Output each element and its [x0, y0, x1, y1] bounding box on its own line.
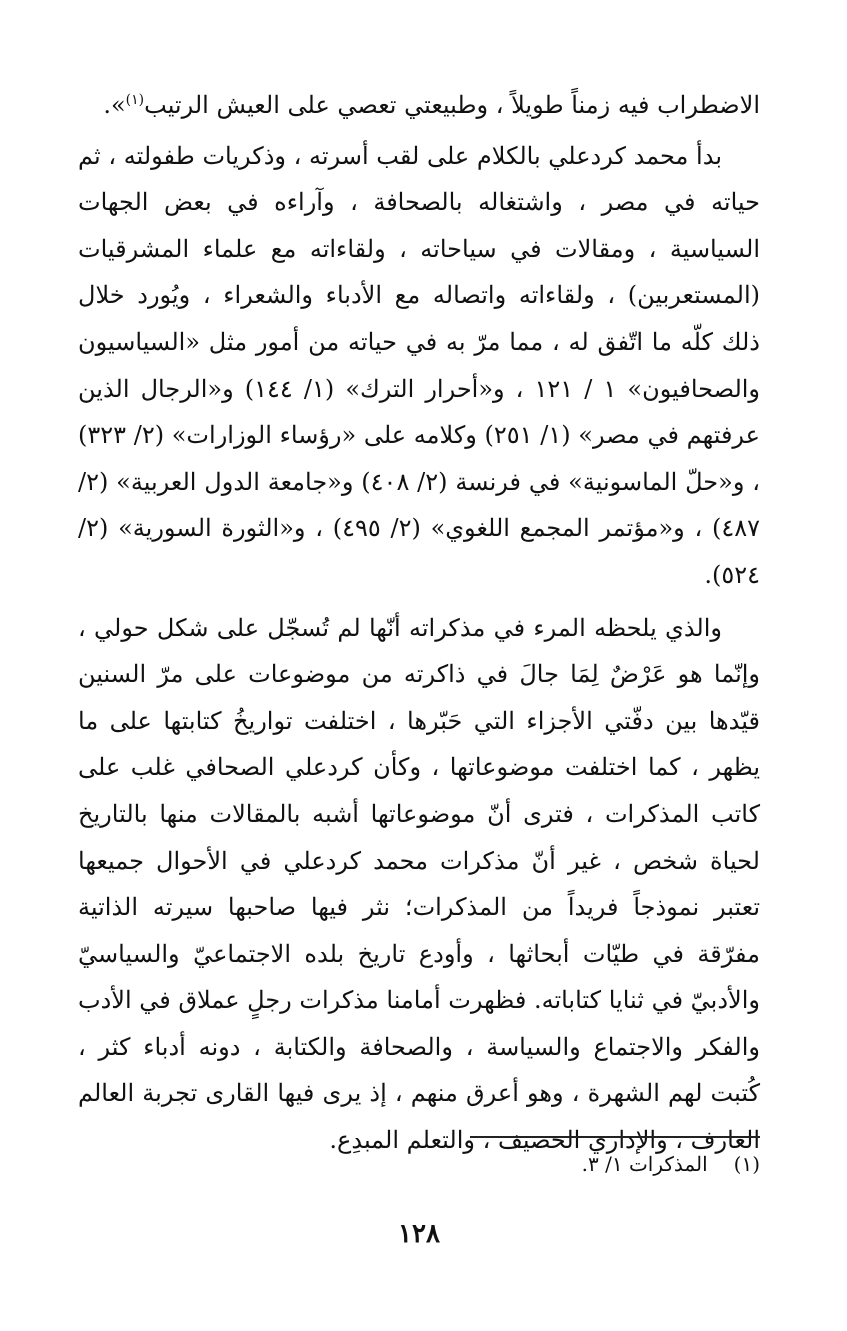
footnote-reference: (١): [125, 92, 145, 108]
page-number: ١٢٨: [398, 1219, 440, 1249]
book-page: [78, 82, 760, 1262]
footnote-number: (١): [733, 1152, 760, 1176]
paragraph-continuation-end: ».: [103, 91, 126, 119]
paragraph-continuation: [78, 82, 760, 129]
footnote: [582, 1146, 760, 1182]
paragraph-continuation-text: الاضطراب فيه زمناً طويلاً ، وطبيعتي تعصي على العيش الرتيب: [144, 91, 760, 119]
footnote-text: المذكرات ١/ ٣.: [581, 1152, 708, 1176]
footnote-divider: [470, 1136, 760, 1138]
paragraph-memoir-assessment: والذي يلحظه المرء في مذكراته أنّها لم تُسجّل على شكل حولي ، وإنّما هو عَرْضٌ لِمَا جالَ في ذاكرته من موضوعات على مرّ السنين قيّدها بين دفّتي الأجزاء التي حَبّرها ، اختلفت تواريخُ كتابتها على ما يظهر ، كما اختلفت موضوعاتها ، وكأن كردعلي الصحافي غلب على كاتب المذكرات ، فترى أنّ موضوعاتها أشبه بالمقالات منها بالتاريخ لحياة شخص ، غير أنّ مذكرات محمد كردعلي في الأحوال جميعها تعتبر نموذجاً فريداً من المذكرات؛ نثر فيها صاحبها سيرته الذاتية مفرّقة في طيّات أبحاثها ، وأودع تاريخ بلده الاجتماعيّ والسياسيّ والأدبيّ في ثنايا كتاباته. فظهرت أمامنا مذكرات رجلٍ عملاق في الأدب والفكر والاجتماع والسياسة ، والصحافة والكتابة ، دونه أدباء كثر ، كُتبت لهم الشهرة ، وهو أعرق منهم ، إذ يرى فيها القارى تجربة العالم العارف ، والإداري الحصيف ، والتعلم المبدِع.: [78, 613, 761, 1155]
paragraph-memoir-topics: بدأ محمد كردعلي بالكلام على لقب أسرته ، وذكريات طفولته ، ثم حياته في مصر ، واشتغاله بالصحافة ، وآراءه في بعض الجهات السياسية ، ومقالات في سياحاته ، ولقاءاته مع علماء المشرقيات (المستعربين) ، ولقاءاته واتصاله مع الأدباء والشعراء ، ويُورد خلال ذلك كلّه ما اتّفق له ، مما مرّ به في حياته من أمور مثل «السياسيون والصحافيون» ١ / ١٢١ ، و«أحرار الترك» (١/ ١٤٤) و«الرجال الذين عرفتهم في مصر» (١/ ٢٥١) وكلامه على «رؤساء الوزارات» (٢/ ٣٢٣) ، و«حلّ الماسونية» في فرنسة (٢/ ٤٠٨) و«جامعة الدول العربية» (٢/ ٤٨٧) ، و«مؤتمر المجمع اللغوي» (٢/ ٤٩٥) ، و«الثورة السورية» (٢/ ٥٢٤).: [78, 141, 761, 589]
